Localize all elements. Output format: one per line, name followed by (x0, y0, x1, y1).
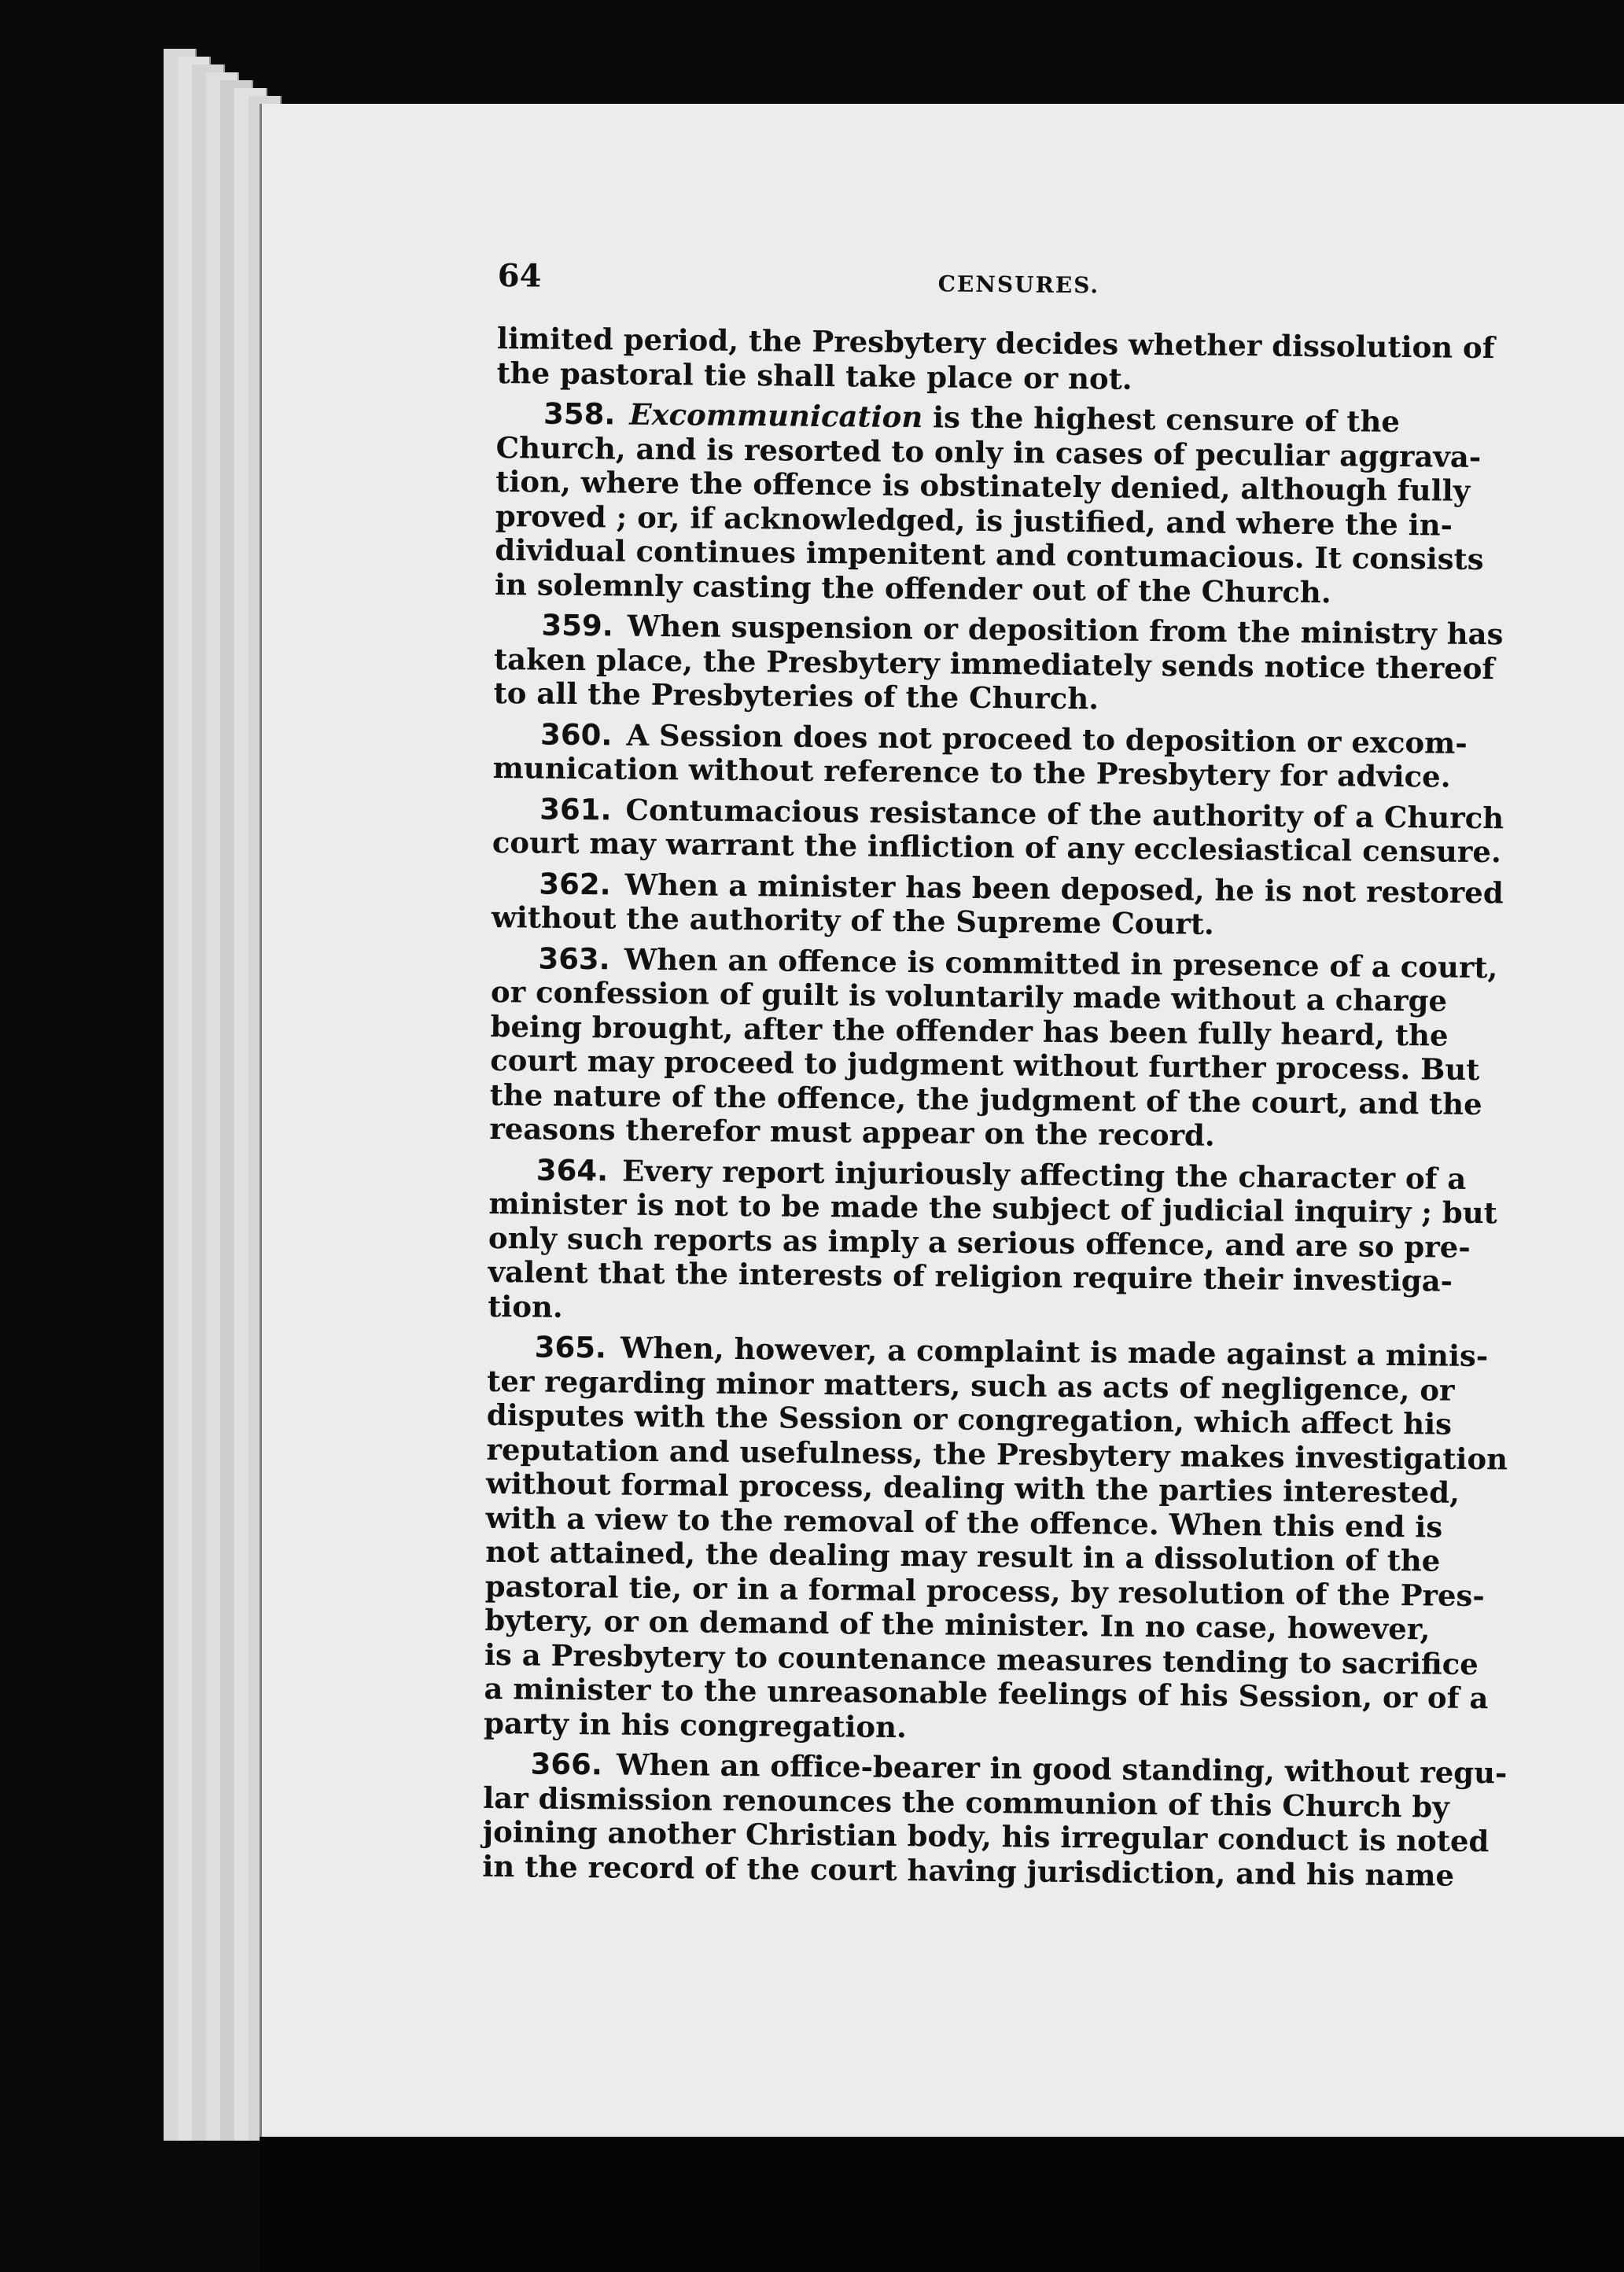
section-number: 363. (538, 941, 610, 976)
section-364 (488, 1152, 1527, 1333)
section-number: 366. (530, 1747, 603, 1782)
paragraph-text: Contumacious resistance of the authority of a Church court may warrant the infliction of any ecclesiastical censure. (492, 792, 1504, 870)
page-header (497, 257, 1536, 315)
italic-term: Excommunication (629, 396, 923, 435)
section-number: 361. (539, 792, 612, 827)
section-number: 365. (534, 1330, 607, 1365)
paragraph-text: limited period, the Presbytery decides whether dissolution of the pastoral tie shall take place or not. (496, 320, 1495, 396)
section-365 (484, 1330, 1526, 1751)
paragraph-text: When suspension or deposition from the ministry has taken place, the Presbytery immediately sends notice thereof to all the Presbyteries of the Church. (493, 608, 1504, 716)
section-number: 362. (539, 867, 611, 901)
paragraph-text: Every report injuriously affecting the character of a minister is not to be made the subject of judicial inquiry ; but only such reports as imply a serious offence, and are so pre- valent that the interests of religion require their investiga- tion. (487, 1153, 1497, 1324)
section-360 (493, 716, 1532, 795)
section-number: 359. (541, 608, 614, 643)
paragraph-text: When an office-bearer in good standing, without regu- lar dismission renounces the communion of this Church by joining another Christian body, his irregular conduct is noted in the record of the court having jurisdiction, and his name (482, 1747, 1508, 1893)
section-362 (492, 866, 1530, 945)
section-number: 364. (536, 1153, 609, 1188)
section-number: 358. (543, 396, 616, 432)
section-number: 360. (539, 717, 613, 752)
section-366 (482, 1747, 1522, 1894)
paragraph-text: is the highest censure of the Church, and is resorted to only in cases of peculiar aggrava- tion, where the offence is obstinately denied, although fully proved ; or, if acknowledged, is justified, and where the in- dividual continues impenitent and contumacious. It consists in solemnly casting the offender out of the Church. (494, 400, 1484, 609)
book-page (260, 104, 1624, 2137)
paragraph-text: When a minister has been deposed, he is not restored without the authority of the Supreme Court. (491, 867, 1504, 941)
paragraph-text: A Session does not proceed to deposition or excom- munication without reference to the Presbytery for advice. (492, 717, 1467, 794)
running-head: CENSURES. (937, 271, 1100, 299)
paragraph-text: When an offence is committed in presence of a court, or confession of guilt is voluntarily made without a charge being brought, after the offender has been fully heard, the court may proceed to judgment without further process. But the nature of the offence, the judgment of the court, and the reasons therefor must appear on the record. (489, 941, 1498, 1153)
section-358 (495, 396, 1534, 612)
section-363 (489, 941, 1529, 1156)
paragraph-continuation (496, 322, 1535, 400)
page-content (482, 257, 1536, 1900)
scan-background (260, 2137, 1624, 2272)
paragraph-text: When, however, a complaint is made against a minis- ter regarding minor matters, such as acts of negligence, or disputes with the Session or congregation, which affect his reputation and usefulness, the Presbytery makes investigation without formal process, dealing with the parties interested, with a view to the removal of the offence. When this end is not attained, the dealing may result in a dissolution of the pastoral tie, or in a formal process, by resolution of the Pres- bytery, or on demand of the minister. In no case, however, is a Presbytery to countenance measures tending to sacrifice a minister to the unreasonable feelings of his Session, or of a party in his congregation. (483, 1330, 1508, 1744)
page-number: 64 (497, 257, 542, 295)
section-361 (492, 791, 1531, 870)
section-359 (493, 608, 1532, 720)
